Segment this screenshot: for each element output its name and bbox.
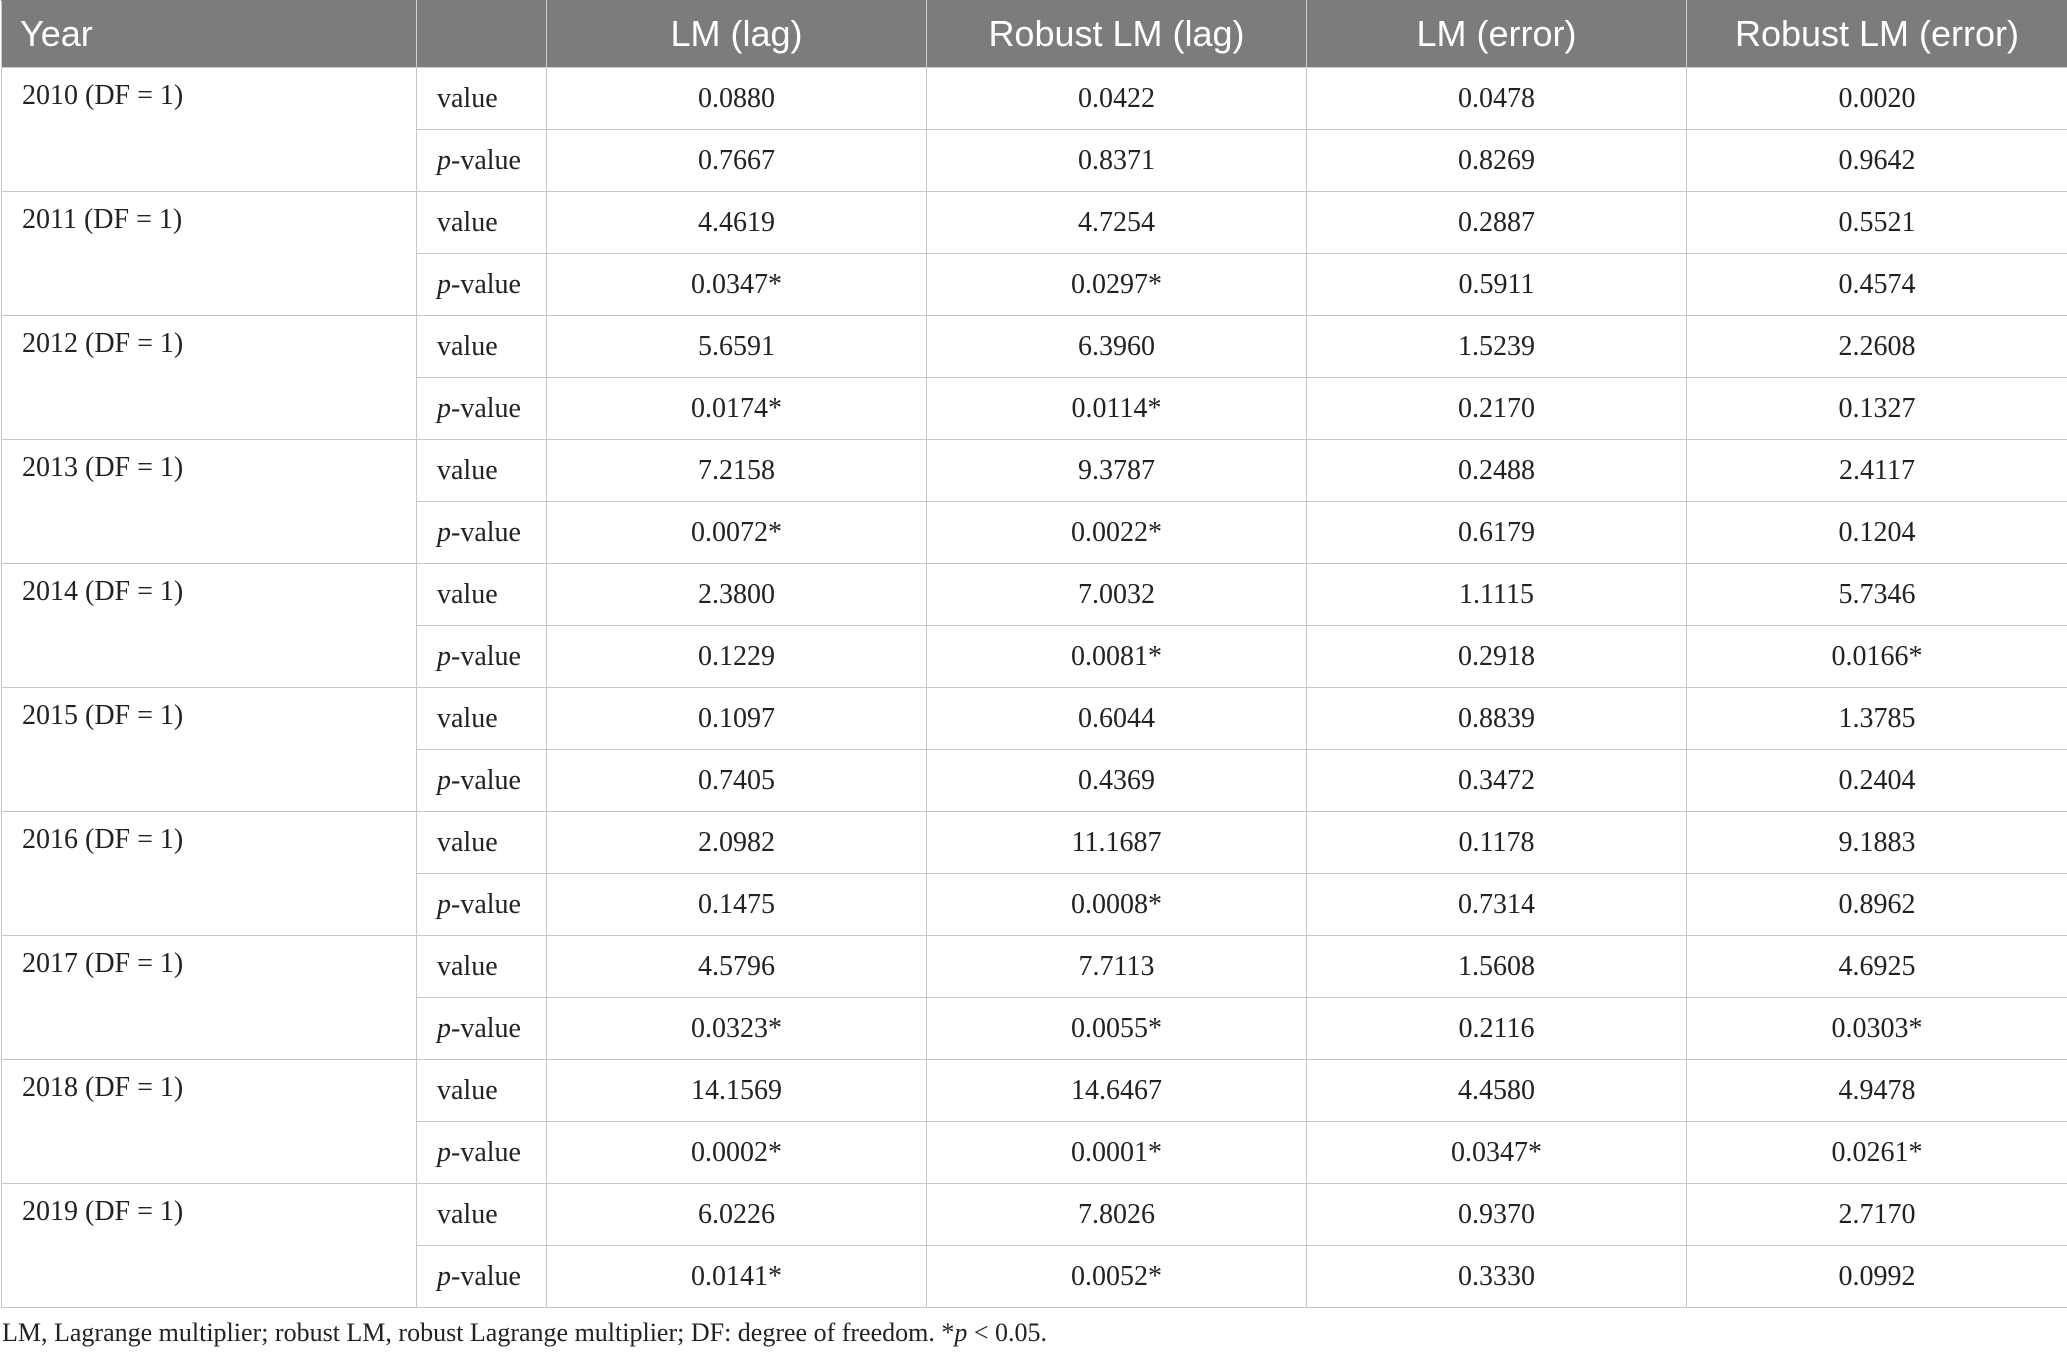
pvalue-cell: 0.0114* (927, 378, 1307, 440)
year-cell: 2014 (DF = 1) (2, 564, 417, 688)
stat-label-pvalue (417, 750, 547, 812)
stat-label-value: value (417, 812, 547, 874)
pvalue-cell: 0.0081* (927, 626, 1307, 688)
stat-label-pvalue (417, 254, 547, 316)
stat-label-value: value (417, 192, 547, 254)
value-cell: 0.6044 (927, 688, 1307, 750)
pvalue-cell: 0.0008* (927, 874, 1307, 936)
year-cell: 2019 (DF = 1) (2, 1184, 417, 1308)
footnote-p-italic: p (954, 1318, 968, 1347)
pvalue-cell: 0.2918 (1307, 626, 1687, 688)
value-cell: 0.1097 (547, 688, 927, 750)
value-cell: 1.3785 (1687, 688, 2067, 750)
pvalue-cell: 0.6179 (1307, 502, 1687, 564)
p-italic: p (437, 268, 451, 300)
p-italic: p (437, 1260, 451, 1292)
p-italic: p (437, 144, 451, 176)
pvalue-cell: 0.0166* (1687, 626, 2067, 688)
value-cell: 0.5521 (1687, 192, 2067, 254)
p-rest: -value (451, 268, 521, 300)
table-row (2, 316, 2067, 378)
pvalue-cell: 0.8371 (927, 130, 1307, 192)
pvalue-cell: 0.4574 (1687, 254, 2067, 316)
pvalue-cell: 0.0052* (927, 1246, 1307, 1308)
stat-label-pvalue (417, 998, 547, 1060)
table-row (2, 440, 2067, 502)
value-cell: 14.6467 (927, 1060, 1307, 1122)
p-rest: -value (451, 1260, 521, 1292)
value-cell: 4.9478 (1687, 1060, 2067, 1122)
pvalue-cell: 0.2116 (1307, 998, 1687, 1060)
p-rest: -value (451, 1012, 521, 1044)
table-row (2, 192, 2067, 254)
header-year: Year (2, 1, 417, 68)
value-cell: 1.1115 (1307, 564, 1687, 626)
stat-label-value: value (417, 688, 547, 750)
pvalue-cell: 0.7405 (547, 750, 927, 812)
value-cell: 0.0020 (1687, 68, 2067, 130)
pvalue-cell: 0.0261* (1687, 1122, 2067, 1184)
table-header-row (2, 1, 2067, 68)
stat-label-value: value (417, 440, 547, 502)
p-italic: p (437, 764, 451, 796)
pvalue-cell: 0.9642 (1687, 130, 2067, 192)
pvalue-cell: 0.0347* (1307, 1122, 1687, 1184)
lm-test-table (1, 0, 2067, 1308)
value-cell: 7.2158 (547, 440, 927, 502)
stat-label-pvalue (417, 626, 547, 688)
table-row (2, 936, 2067, 998)
value-cell: 2.0982 (547, 812, 927, 874)
pvalue-cell: 0.5911 (1307, 254, 1687, 316)
pvalue-cell: 0.8962 (1687, 874, 2067, 936)
pvalue-cell: 0.3330 (1307, 1246, 1687, 1308)
pvalue-cell: 0.8269 (1307, 130, 1687, 192)
value-cell: 1.5608 (1307, 936, 1687, 998)
p-rest: -value (451, 764, 521, 796)
year-cell: 2010 (DF = 1) (2, 68, 417, 192)
value-cell: 7.8026 (927, 1184, 1307, 1246)
value-cell: 0.2488 (1307, 440, 1687, 502)
value-cell: 0.9370 (1307, 1184, 1687, 1246)
table-row (2, 1184, 2067, 1246)
value-cell: 0.0478 (1307, 68, 1687, 130)
table-row (2, 812, 2067, 874)
stat-label-pvalue (417, 1122, 547, 1184)
header-lm-error: LM (error) (1307, 1, 1687, 68)
header-robust-lm-lag: Robust LM (lag) (927, 1, 1307, 68)
pvalue-cell: 0.0303* (1687, 998, 2067, 1060)
stat-label-value: value (417, 564, 547, 626)
pvalue-cell: 0.0002* (547, 1122, 927, 1184)
pvalue-cell: 0.2404 (1687, 750, 2067, 812)
value-cell: 2.7170 (1687, 1184, 2067, 1246)
header-lm-lag: LM (lag) (547, 1, 927, 68)
year-cell: 2018 (DF = 1) (2, 1060, 417, 1184)
stat-label-pvalue (417, 874, 547, 936)
p-italic: p (437, 1012, 451, 1044)
p-rest: -value (451, 392, 521, 424)
year-cell: 2011 (DF = 1) (2, 192, 417, 316)
pvalue-cell: 0.7314 (1307, 874, 1687, 936)
p-italic: p (437, 392, 451, 424)
table-row (2, 564, 2067, 626)
pvalue-cell: 0.1204 (1687, 502, 2067, 564)
value-cell: 14.1569 (547, 1060, 927, 1122)
value-cell: 6.0226 (547, 1184, 927, 1246)
stat-label-value: value (417, 1060, 547, 1122)
p-italic: p (437, 888, 451, 920)
value-cell: 0.1178 (1307, 812, 1687, 874)
p-italic: p (437, 640, 451, 672)
pvalue-cell: 0.1229 (547, 626, 927, 688)
year-cell: 2015 (DF = 1) (2, 688, 417, 812)
value-cell: 2.4117 (1687, 440, 2067, 502)
value-cell: 4.5796 (547, 936, 927, 998)
header-robust-lm-error: Robust LM (error) (1687, 1, 2067, 68)
p-italic: p (437, 1136, 451, 1168)
pvalue-cell: 0.0347* (547, 254, 927, 316)
pvalue-cell: 0.0174* (547, 378, 927, 440)
year-cell: 2017 (DF = 1) (2, 936, 417, 1060)
value-cell: 2.3800 (547, 564, 927, 626)
p-rest: -value (451, 516, 521, 548)
stat-label-pvalue (417, 378, 547, 440)
value-cell: 4.6925 (1687, 936, 2067, 998)
value-cell: 4.7254 (927, 192, 1307, 254)
year-cell: 2012 (DF = 1) (2, 316, 417, 440)
pvalue-cell: 0.3472 (1307, 750, 1687, 812)
value-cell: 0.2887 (1307, 192, 1687, 254)
pvalue-cell: 0.0992 (1687, 1246, 2067, 1308)
pvalue-cell: 0.1327 (1687, 378, 2067, 440)
value-cell: 2.2608 (1687, 316, 2067, 378)
pvalue-cell: 0.0022* (927, 502, 1307, 564)
pvalue-cell: 0.0141* (547, 1246, 927, 1308)
p-rest: -value (451, 888, 521, 920)
value-cell: 0.0422 (927, 68, 1307, 130)
p-rest: -value (451, 640, 521, 672)
pvalue-cell: 0.7667 (547, 130, 927, 192)
value-cell: 4.4619 (547, 192, 927, 254)
value-cell: 7.7113 (927, 936, 1307, 998)
p-rest: -value (451, 1136, 521, 1168)
year-cell: 2016 (DF = 1) (2, 812, 417, 936)
value-cell: 0.8839 (1307, 688, 1687, 750)
value-cell: 9.3787 (927, 440, 1307, 502)
value-cell: 7.0032 (927, 564, 1307, 626)
table-row (2, 688, 2067, 750)
table-row (2, 1060, 2067, 1122)
stat-label-pvalue (417, 130, 547, 192)
footnote-text-after: < 0.05. (967, 1318, 1048, 1347)
value-cell: 5.7346 (1687, 564, 2067, 626)
value-cell: 0.0880 (547, 68, 927, 130)
stat-label-value: value (417, 936, 547, 998)
value-cell: 5.6591 (547, 316, 927, 378)
pvalue-cell: 0.0323* (547, 998, 927, 1060)
header-stat (417, 1, 547, 68)
table-footnote (2, 1318, 1047, 1348)
table-row (2, 68, 2067, 130)
table-body (2, 68, 2067, 1308)
value-cell: 1.5239 (1307, 316, 1687, 378)
stat-label-pvalue (417, 1246, 547, 1308)
p-italic: p (437, 516, 451, 548)
pvalue-cell: 0.4369 (927, 750, 1307, 812)
p-rest: -value (451, 144, 521, 176)
stat-label-pvalue (417, 502, 547, 564)
pvalue-cell: 0.0001* (927, 1122, 1307, 1184)
stat-label-value: value (417, 316, 547, 378)
year-cell: 2013 (DF = 1) (2, 440, 417, 564)
value-cell: 9.1883 (1687, 812, 2067, 874)
stat-label-value: value (417, 68, 547, 130)
pvalue-cell: 0.0055* (927, 998, 1307, 1060)
pvalue-cell: 0.0297* (927, 254, 1307, 316)
stat-label-value: value (417, 1184, 547, 1246)
value-cell: 6.3960 (927, 316, 1307, 378)
pvalue-cell: 0.1475 (547, 874, 927, 936)
value-cell: 4.4580 (1307, 1060, 1687, 1122)
pvalue-cell: 0.0072* (547, 502, 927, 564)
value-cell: 11.1687 (927, 812, 1307, 874)
pvalue-cell: 0.2170 (1307, 378, 1687, 440)
footnote-text-before: LM, Lagrange multiplier; robust LM, robust Lagrange multiplier; DF: degree of freedom. * (2, 1318, 955, 1347)
